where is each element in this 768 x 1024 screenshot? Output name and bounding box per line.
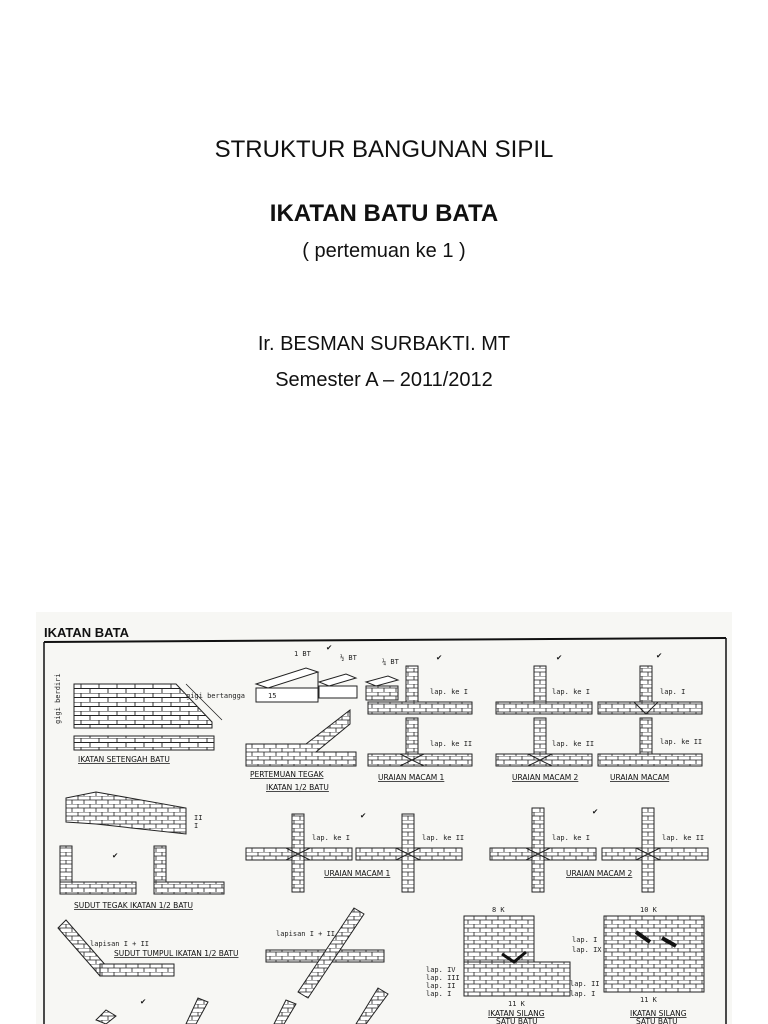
bt-quarter-label: ¼ BT bbox=[382, 658, 399, 666]
sudut-tumpul-caption: SUDUT TUMPUL IKATAN 1/2 BATU bbox=[114, 949, 239, 958]
bt-half-label: ½ BT bbox=[340, 654, 357, 662]
lap-ke-i-label-2: lap. ke I bbox=[552, 688, 590, 696]
check-mark: ✔ bbox=[592, 807, 599, 816]
topic-title: IKATAN BATU BATA bbox=[269, 200, 499, 227]
uraian-macam-1-caption-b: URAIAN MACAM 1 bbox=[324, 869, 391, 878]
gigi-bertangga-label: gigi bertangga bbox=[186, 692, 246, 700]
brick-units-drawing bbox=[256, 668, 398, 702]
ikatan-setengah-batu-caption: IKATAN SETENGAH BATU bbox=[78, 755, 170, 764]
corner-layers-drawing bbox=[66, 792, 186, 834]
lap-i-label-3: lap. I bbox=[660, 688, 686, 696]
brick-bond-scanned-figure bbox=[36, 612, 732, 1024]
lap-i-label: lap. I bbox=[426, 990, 452, 998]
sudut-tegak-caption: SUDUT TEGAK IKATAN 1/2 BATU bbox=[74, 901, 193, 910]
check-mark: ✔ bbox=[556, 653, 563, 662]
lap-ix-label: lap. IX bbox=[572, 946, 602, 954]
check-mark: ✔ bbox=[112, 851, 119, 860]
check-mark: ✔ bbox=[326, 643, 333, 652]
lapisan-i-ii-label: lapisan I + II bbox=[90, 940, 150, 948]
satu-batu-caption-1: SATU BATU bbox=[496, 1017, 538, 1024]
dim-10k-label: 10 K bbox=[640, 906, 657, 914]
cross-junction-set-2 bbox=[490, 808, 708, 892]
ikatan-silang-caption-1: IKATAN SILANG bbox=[488, 1009, 545, 1018]
ikatan-silang-drawing-2 bbox=[604, 916, 704, 992]
check-mark: ✔ bbox=[436, 653, 443, 662]
header-rule bbox=[44, 638, 726, 642]
brick-bond-drawings bbox=[36, 612, 732, 1024]
lap-ke-ii-label-2: lap. ke II bbox=[552, 740, 595, 748]
bt1-label: 1 BT bbox=[294, 650, 311, 658]
lap-ke-ii-label-3: lap. ke II bbox=[660, 738, 703, 746]
lap-iv-label: lap. IV bbox=[426, 966, 456, 974]
check-mark: ✔ bbox=[360, 811, 367, 820]
pertemuan-tegak-caption: PERTEMUAN TEGAK bbox=[250, 770, 324, 779]
lap-ke-i-label-1: lap. ke I bbox=[430, 688, 468, 696]
uraian-macam-2-caption: URAIAN MACAM 2 bbox=[512, 773, 579, 782]
course-title: STRUKTUR BANGUNAN SIPIL bbox=[214, 136, 554, 163]
lap-ii-label-r: lap. II bbox=[570, 980, 600, 988]
roman-i-label: I bbox=[194, 822, 199, 830]
lap-ke-ii-label-4: lap. ke II bbox=[422, 834, 465, 842]
uraian-macam-caption: URAIAN MACAM bbox=[610, 773, 670, 782]
sudut-tegak-drawing bbox=[60, 846, 224, 894]
semester-label: Semester A – 2011/2012 bbox=[275, 369, 493, 391]
dim-8k-label: 8 K bbox=[492, 906, 505, 914]
lecturer-name: Ir. BESMAN SURBAKTI. MT bbox=[257, 333, 511, 355]
check-mark: ✔ bbox=[656, 651, 663, 660]
figure-header: IKATAN BATA bbox=[44, 625, 129, 640]
dim-11k-label-2: 11 K bbox=[640, 996, 657, 1004]
ikatan-silang-caption-2: IKATAN SILANG bbox=[630, 1009, 687, 1018]
lap-ke-i-label-4: lap. ke I bbox=[312, 834, 350, 842]
check-mark: ✔ bbox=[140, 997, 147, 1006]
diagonal-walls-drawing bbox=[266, 908, 388, 1024]
gigi-berdiri-label: gigi berdiri bbox=[54, 673, 62, 724]
ikatan-silang-drawing-1 bbox=[464, 916, 570, 996]
uraian-macam-1-caption: URAIAN MACAM 1 bbox=[378, 773, 445, 782]
lap-i-label-r2: lap. I bbox=[570, 990, 596, 998]
lap-ke-ii-label-1: lap. ke II bbox=[430, 740, 473, 748]
lap-ii-label: lap. II bbox=[426, 982, 456, 990]
dim-15-label: 15 bbox=[268, 692, 277, 700]
t-junction-set-2 bbox=[496, 666, 595, 766]
lap-ke-i-label-5: lap. ke I bbox=[552, 834, 590, 842]
session-subtitle: ( pertemuan ke 1 ) bbox=[302, 240, 466, 262]
dim-11k-label-1: 11 K bbox=[508, 1000, 525, 1008]
lap-i-label-r: lap. I bbox=[572, 936, 598, 944]
roman-ii-label: II bbox=[194, 814, 203, 822]
t-junction-set-3 bbox=[598, 666, 702, 766]
ikatan-half-batu-caption: IKATAN 1/2 BATU bbox=[266, 783, 329, 792]
satu-batu-caption-2: SATU BATU bbox=[636, 1017, 678, 1024]
pertemuan-tegak-drawing bbox=[246, 710, 356, 766]
uraian-macam-2-caption-b: URAIAN MACAM 2 bbox=[566, 869, 633, 878]
cross-junction-set-1 bbox=[246, 814, 465, 892]
lap-iii-label: lap. III bbox=[426, 974, 460, 982]
sudut-tumpul-drawing bbox=[58, 920, 208, 1024]
lap-ke-ii-label-5: lap. ke II bbox=[662, 834, 705, 842]
lapisan-i-ii-label-b: lapisan I + II bbox=[276, 930, 336, 938]
